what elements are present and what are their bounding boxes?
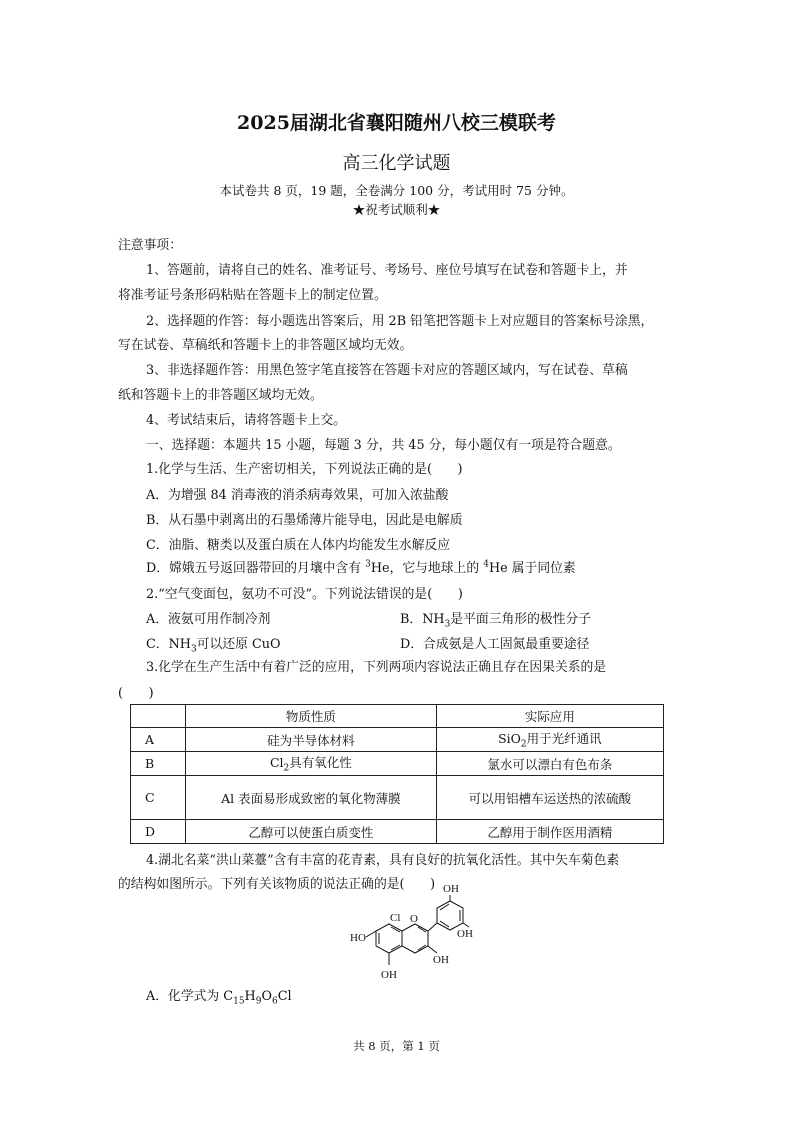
q3-table [130, 704, 664, 844]
note-3-line-2: 纸和答题卡上的非答题区域均无效。 [118, 388, 323, 403]
q2-option-d: D．合成氨是人工固氮最重要途径 [400, 637, 590, 652]
q2-option-c: C．$NH_3$可以还原 CuO [146, 637, 281, 655]
section-1-heading: 一、选择题：本题共 15 小题，每题 3 分，共 45 分，每小题仅有一项是符合题意。 [146, 438, 621, 453]
table-header-application: 实际应用 [436, 705, 663, 728]
q3-stem-bracket: ( ) [118, 686, 154, 701]
exam-wish: ★祝考试顺利★ [352, 202, 441, 217]
note-1-line-1: 1、答题前，请将自己的姓名、准考证号、考场号、座位号填写在试卷和答题卡上，并 [146, 263, 628, 278]
table-row: A 硅为半导体材料 SiO$_2$用于光纤通讯 [131, 728, 664, 752]
note-1-line-2: 将准考证号条形码粘贴在答题卡上的制定位置。 [118, 288, 387, 303]
q1-option-d: D．嫦娥五号返回器带回的月壤中含有 $^3$He，它与地球上的 $^4$He 属于同位素 [146, 559, 576, 576]
oh-label-catechol: OH [457, 928, 473, 940]
table-row: B $Cl_2$具有氧化性 氯水可以漂白有色布条 [131, 752, 664, 776]
cl-label: Cl [390, 912, 401, 924]
q2-option-a: A．液氨可用作制冷剂 [146, 612, 271, 627]
page-footer: 共 8 页，第 1 页 [353, 1039, 440, 1053]
exam-info: 本试卷共 8 页，19 题，全卷满分 100 分，考试用时 75 分钟。 [219, 183, 574, 198]
q1-option-c: C．油脂、糖类以及蛋白质在人体内均能发生水解反应 [146, 538, 451, 553]
exam-subtitle: 高三化学试题 [342, 153, 451, 174]
q4-stem-line-2: 的结构如图所示。下列有关该物质的说法正确的是( ) [118, 877, 436, 892]
table-header-property: 物质性质 [186, 705, 437, 728]
o-plus-label: O [410, 913, 418, 925]
q4-option-a: A．化学式为 $C_{15}H_9O_6Cl$ [146, 989, 292, 1007]
q2-stem: 2.“空气变面包，氨功不可没”。下列说法错误的是( ) [146, 587, 463, 602]
q2-option-b: B．$NH_3$是平面三角形的极性分子 [400, 612, 592, 630]
table-row: D 乙醇可以使蛋白质变性 乙醇用于制作医用酒精 [131, 820, 664, 844]
q1-option-a: A．为增强 84 消毒液的消杀病毒效果，可加入浓盐酸 [146, 488, 449, 503]
ho-label: HO [350, 932, 366, 944]
oh-label-bottom: OH [381, 969, 397, 981]
note-3-line-1: 3、非选择题作答：用黑色签字笔直接答在答题卡对应的答题区域内，写在试卷、草稿 [146, 363, 628, 378]
cyanidin-structure [345, 883, 475, 993]
q1-option-b: B．从石墨中剥离出的石墨烯薄片能导电，因此是电解质 [146, 513, 463, 528]
notes-heading: 注意事项： [118, 238, 182, 253]
note-2-line-2: 写在试卷、草稿纸和答题卡上的非答题区域均无效。 [118, 338, 413, 353]
oh-label-top: OH [443, 883, 459, 895]
q4-stem-line-1: 4.湖北名菜“洪山菜薹”含有丰富的花青素，具有良好的抗氧化活性。其中矢车菊色素 [146, 853, 620, 868]
oh-label-right: OH [433, 954, 449, 966]
q3-stem: 3.化学在生产生活中有着广泛的应用，下列两项内容说法正确且存在因果关系的是 [146, 660, 607, 675]
exam-title: 2025届湖北省襄阳随州八校三模联考 [237, 112, 556, 134]
q1-stem: 1.化学与生活、生产密切相关，下列说法正确的是( ) [146, 462, 463, 477]
note-4: 4、考试结束后，请将答题卡上交。 [146, 413, 347, 428]
table-row: C Al 表面易形成致密的氧化物薄膜 可以用铝槽车运送热的浓硫酸 [131, 776, 664, 820]
table-header-empty [131, 705, 186, 728]
note-2-line-1: 2、选择题的作答：每小题选出答案后，用 2B 铅笔把答题卡上对应题目的答案标号涂黑， [146, 314, 654, 329]
